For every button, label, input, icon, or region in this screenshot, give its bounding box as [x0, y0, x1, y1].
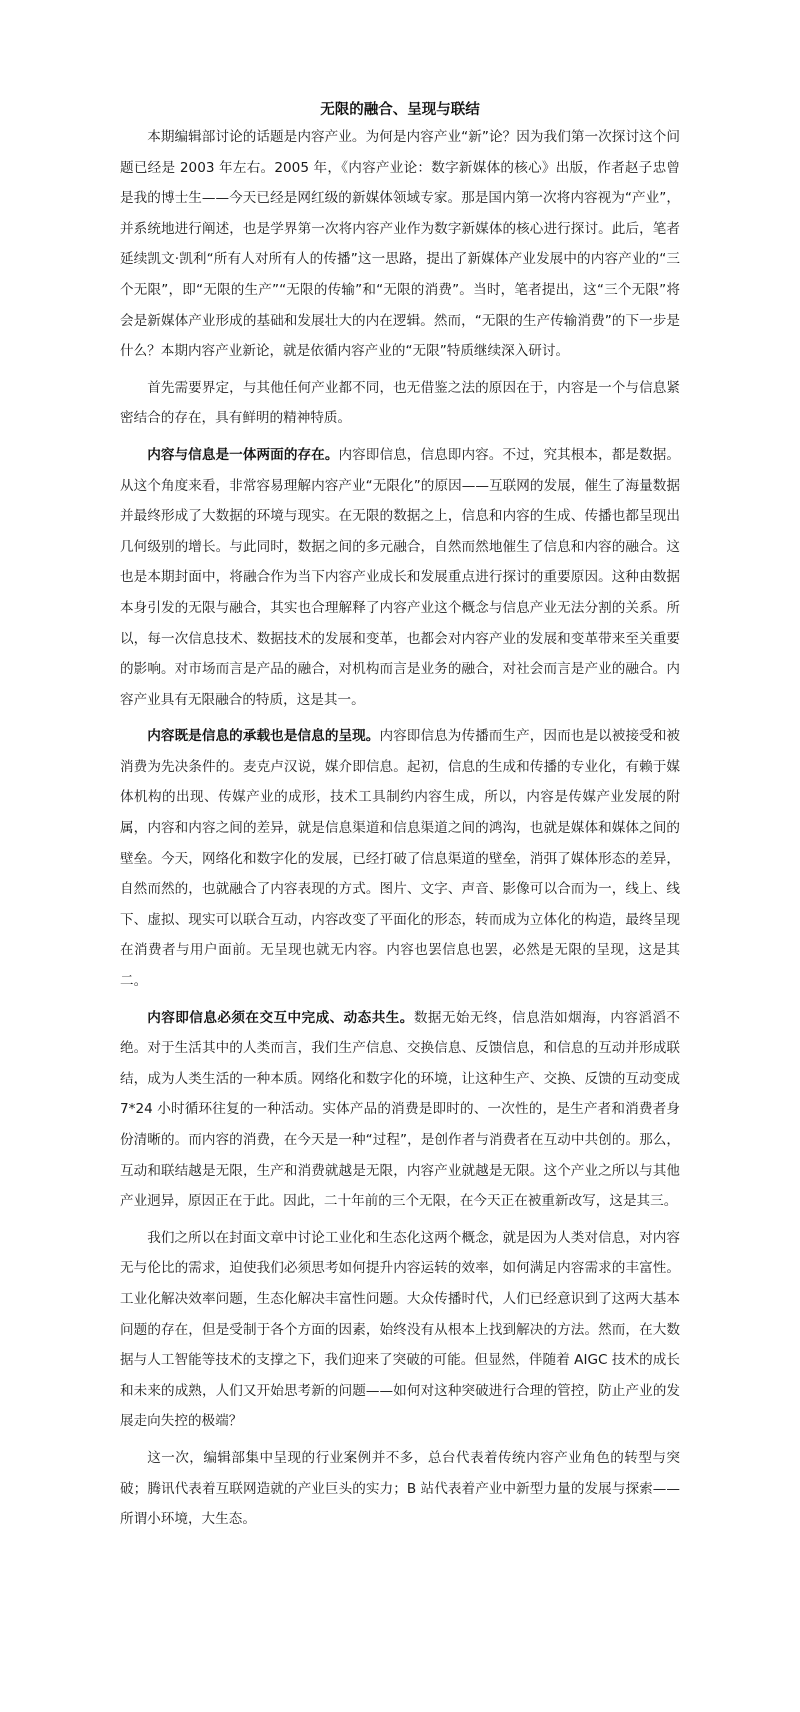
industrialization-paragraph: 我们之所以在封面文章中讨论工业化和生态化这两个概念，就是因为人类对信息，对内容无与伦比的需求，迫使我们必须思考如何提升内容运转的效率，如何满足内容需求的丰富性。工业化解决效率问题，生态化解决丰富性问题。大众传播时代，人们已经意识到了这两大基本问题的存在，但是受制于各个方面的因素，始终没有从根本上找到解决的方法。然而，在大数据与人工智能等技术的支撑之下，我们迎来了突破的可能。但显然，伴随着 AIGC 技术的成长和未来的成熟，人们又开始思考新的问题——如何对这种突破进行合理的管控，防止产业的发展走向失控的极端？ [120, 1229, 680, 1430]
point-one-paragraph [120, 440, 680, 715]
article [120, 100, 680, 1541]
point-one-lead: 内容与信息是一体两面的存在。 [147, 446, 339, 463]
premise-paragraph: 首先需要界定，与其他任何产业都不同，也无借鉴之法的原因在于，内容是一个与信息紧密结合的存在，具有鲜明的精神特质。 [120, 379, 680, 427]
point-one-body: 内容即信息，信息即内容。不过，究其根本，都是数据。从这个角度来看，非常容易理解内容产业“无限化”的原因——互联网的发展，催生了海量数据并最终形成了大数据的环境与现实。在无限的数据之上，信息和内容的生成、传播也都呈现出几何级别的增长。与此同时，数据之间的多元融合，自然而然地催生了信息和内容的融合。这也是本期封面中，将融合作为当下内容产业成长和发展重点进行探讨的重要原因。这种由数据本身引发的无限与融合，其实也合理解释了内容产业这个概念与信息产业无法分割的关系。所以，每一次信息技术、数据技术的发展和变革，也都会对内容产业的发展和变革带来至关重要的影响。对市场而言是产品的融合，对机构而言是业务的融合，对社会而言是产业的融合。内容产业具有无限融合的特质，这是其一。 [120, 446, 681, 708]
point-two-body: 内容即信息为传播而生产，因而也是以被接受和被消费为先决条件的。麦克卢汉说，媒介即信息。起初，信息的生成和传播的专业化，有赖于媒体机构的出现、传媒产业的成形，技术工具制约内容生成，所以，内容是传媒产业发展的附属，内容和内容之间的差异，就是信息渠道和信息渠道之间的鸿沟，也就是媒体和媒体之间的壁垒。今天，网络化和数字化的发展，已经打破了信息渠道的壁垒，消弭了媒体形态的差异，自然而然的，也就融合了内容表现的方式。图片、文字、声音、影像可以合而为一，线上、线下、虚拟、现实可以联合互动，内容改变了平面化的形态，转而成为立体化的构造，最终呈现在消费者与用户面前。无呈现也就无内容。内容也罢信息也罢，必然是无限的呈现，这是其二。 [120, 728, 680, 990]
article-title: 无限的融合、呈现与联结 [320, 102, 480, 118]
closing-paragraph: 这一次，编辑部集中呈现的行业案例并不多，总台代表着传统内容产业角色的转型与突破；腾讯代表着互联网造就的产业巨头的实力；B 站代表着产业中新型力量的发展与探索——所谓小环境，大生态。 [120, 1449, 680, 1528]
intro-paragraph: 本期编辑部讨论的话题是内容产业。为何是内容产业“新”论？因为我们第一次探讨这个问题已经是 2003 年左右。2005 年，《内容产业论：数字新媒体的核心》出版，作者赵子忠曾是我的博士生——今天已经是网红级的新媒体领域专家。那是国内第一次将内容视为“产业”，并系统地进行阐述，也是学界第一次将内容产业作为数字新媒体的核心进行探讨。此后，笔者延续凯文·凯利“所有人对所有人的传播”这一思路，提出了新媒体产业发展中的内容产业的“三个无限”，即“无限的生产”“无限的传输”和“无限的消费”。当时，笔者提出，这“三个无限”将会是新媒体产业形成的基础和发展壮大的内在逻辑。然而，“无限的生产传输消费”的下一步是什么？本期内容产业新论，就是依循内容产业的“无限”特质继续深入研讨。 [120, 129, 680, 360]
point-two-lead: 内容既是信息的承载也是信息的呈现。 [147, 728, 380, 745]
point-three-lead: 内容即信息必须在交互中完成、动态共生。 [147, 1009, 414, 1026]
point-two-paragraph [120, 721, 680, 996]
point-three-body: 数据无始无终，信息浩如烟海，内容滔滔不绝。对于生活其中的人类而言，我们生产信息、交换信息、反馈信息，和信息的互动并形成联结，成为人类生活的一种本质。网络化和数字化的环境，让这种生产、交换、反馈的互动变成 7*24 小时循环往复的一种活动。实体产品的消费是即时的、一次性的，是生产者和消费者身份清晰的。而内容的消费，在今天是一种“过程”，是创作者与消费者在互动中共创的。那么，互动和联结越是无限，生产和消费就越是无限，内容产业就越是无限。这个产业之所以与其他产业迥异，原因正在于此。因此，二十年前的三个无限，在今天正在被重新改写，这是其三。 [120, 1009, 680, 1210]
point-three-paragraph [120, 1003, 680, 1217]
